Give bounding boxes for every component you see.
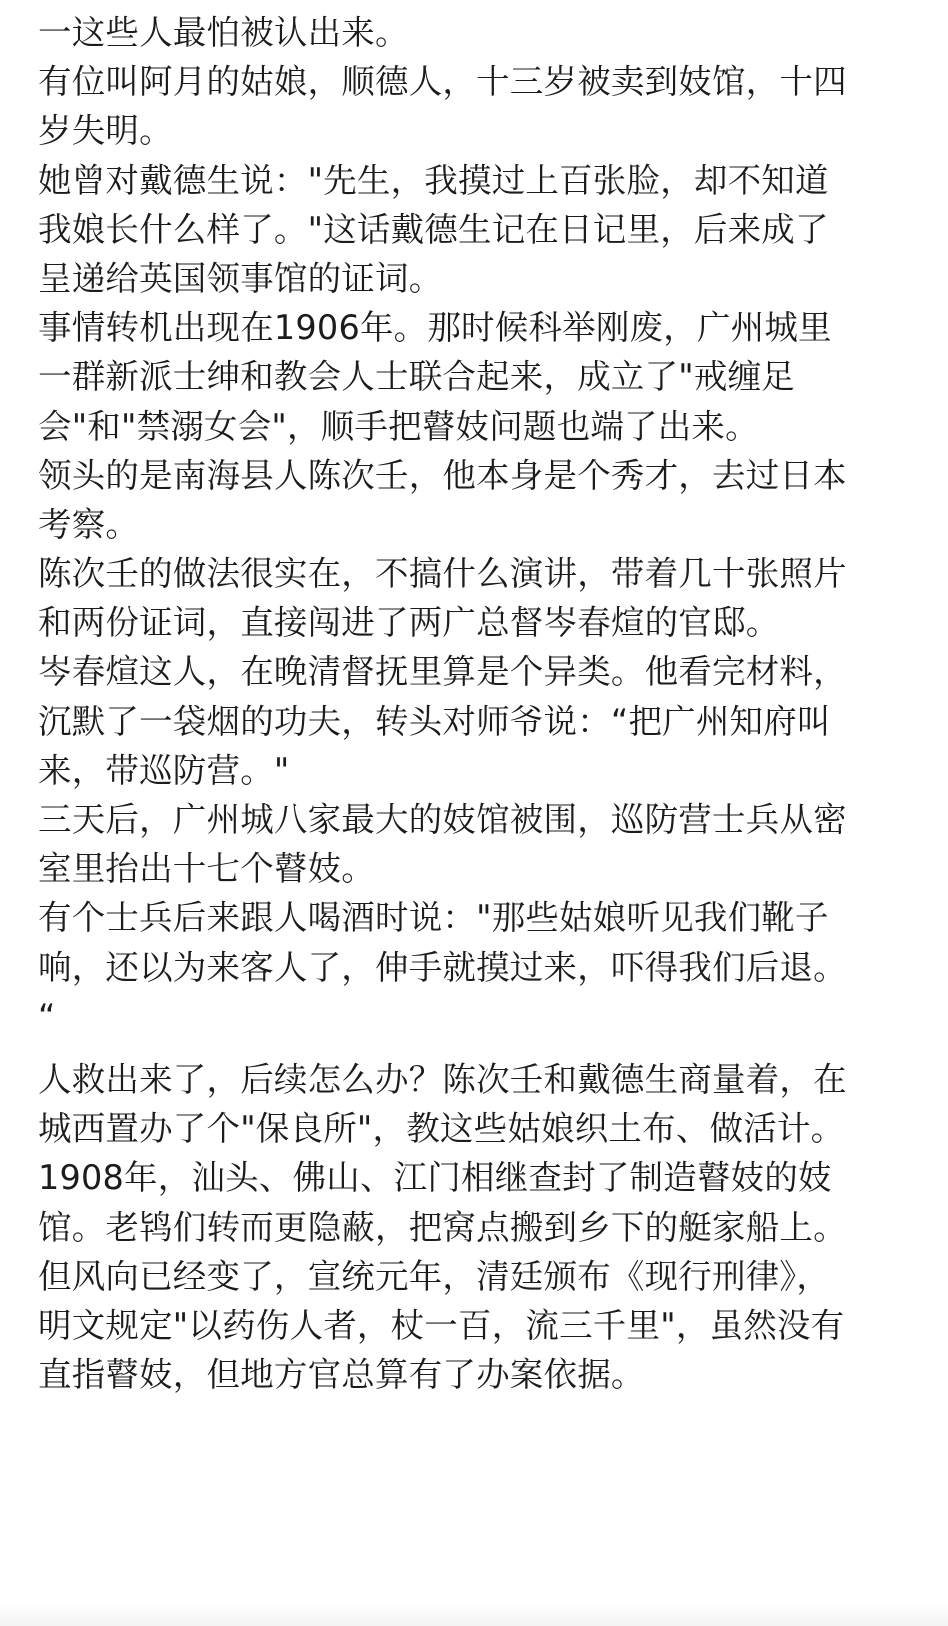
text-line: 三天后，广州城八家最大的妓馆被围，巡防营士兵从密 — [38, 800, 847, 839]
text-line: 有位叫阿月的姑娘，顺德人，十三岁被卖到妓馆，十四 — [38, 62, 847, 102]
article-body — [38, 8, 918, 1399]
text-line: 明文规定"以药伤人者，杖一百，流三千里"，虽然没有 — [38, 1305, 845, 1345]
text-line: 她曾对戴德生说："先生，我摸过上百张脸，却不知道 — [38, 160, 829, 200]
text-line: 沉默了一袋烟的功夫，转头对师爷说：“把广州知府叫 — [38, 701, 831, 741]
text-line: 我娘长什么样了。"这话戴德生记在日记里，后来成了 — [38, 209, 829, 249]
bottom-edge — [0, 1604, 948, 1626]
text-line: 有个士兵后来跟人喝酒时说："那些姑娘听见我们靴子 — [38, 898, 829, 938]
text-line: 人救出来了，后续怎么办？陈次壬和戴德生商量着，在 — [38, 1059, 847, 1099]
text-line: 直指瞽妓，但地方官总算有了办案依据。 — [38, 1355, 645, 1395]
text-line: 事情转机出现在1906年。那时候科举刚废，广州城里 — [38, 308, 832, 348]
paragraph-gap — [38, 1041, 918, 1055]
text-line: 岑春煊这人，在晚清督抚里算是个异类。他看完材料， — [38, 652, 847, 692]
text-line: 呈递给英国领事馆的证词。 — [38, 258, 443, 298]
text-line: 陈次壬的做法很实在，不搞什么演讲，带着几十张照片 — [38, 554, 847, 594]
text-line: “ — [38, 996, 56, 1036]
text-line: 领头的是南海县人陈次壬，他本身是个秀才，去过日本 — [38, 455, 847, 495]
text-line: 1908年，汕头、佛山、江门相继查封了制造瞽妓的妓 — [38, 1158, 832, 1198]
text-line: 响，还以为来客人了，伸手就摸过来，吓得我们后退。 — [38, 947, 847, 987]
text-line: 来，带巡防营。" — [38, 750, 290, 790]
text-line: 城西置办了个"保良所"，教这些姑娘织土布、做活计。 — [38, 1109, 845, 1149]
text-line: 岁失明。 — [38, 111, 173, 151]
text-line: 一这些人最怕被认出来。 — [38, 13, 409, 52]
text-line: 但风向已经变了，宣统元年，清廷颁布《现行刑律》， — [38, 1256, 831, 1296]
text-line: 和两份证词，直接闯进了两广总督岑春煊的官邸。 — [38, 603, 780, 643]
text-line: 考察。 — [38, 504, 140, 544]
text-line: 馆。老鸨们转而更隐蔽，把窝点搬到乡下的艇家船上。 — [38, 1207, 847, 1247]
text-line: 一群新派士绅和教会人士联合起来，成立了"戒缠足 — [38, 357, 796, 397]
text-line: 会"和"禁溺女会"，顺手把瞽妓问题也端了出来。 — [38, 406, 759, 446]
text-line: 室里抬出十七个瞽妓。 — [38, 849, 375, 889]
